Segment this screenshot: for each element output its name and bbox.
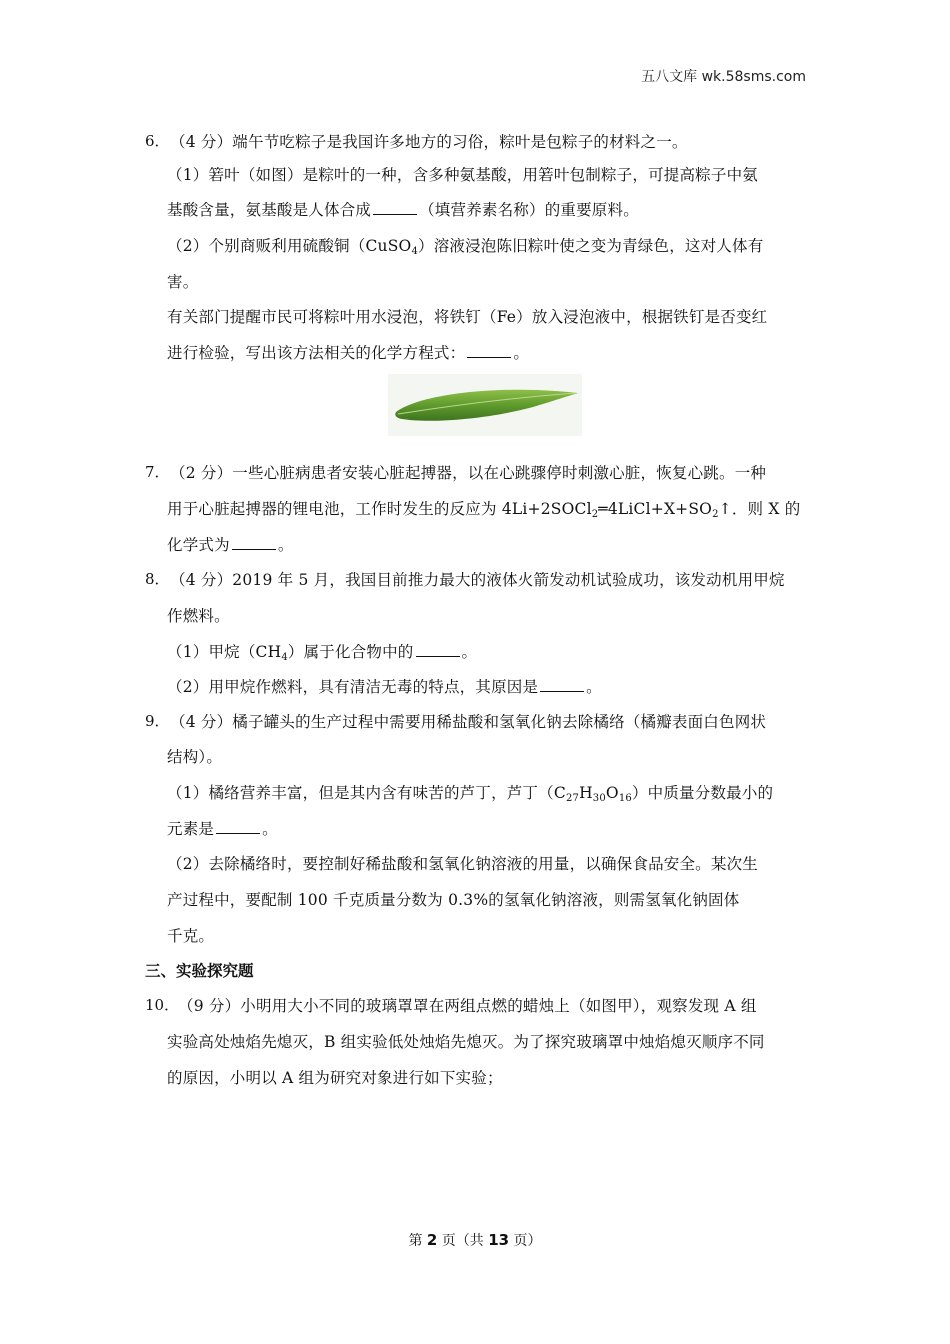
answer-blank [232,535,276,550]
question-text: （9 分）小明用大小不同的玻璃罩罩在两组点燃的蜡烛上（如图甲），观察发现 A 组 [178,997,757,1015]
answer-blank [467,343,511,358]
answer-blank [216,819,260,834]
question-text: 产过程中，要配制 100 千克质量分数为 0.3%的氢氧化钠溶液，则需氢氧化钠固体 [167,891,740,909]
question-text: （2）个别商贩利用硫酸铜（CuSO$_4$）溶液浸泡陈旧粽叶使之变为青绿色，这对人体有 [167,237,764,257]
question-text: （4 分）2019 年 5 月，我国目前推力最大的液体火箭发动机试验成功，该发动机用甲烷 [170,571,785,589]
answer-blank [540,677,584,692]
question-text: 基酸含量，氨基酸是人体合成 （填营养素名称）的重要原料。 [167,201,639,219]
bamboo-leaf-image [388,374,582,436]
question-text: 千克。 [167,927,215,945]
current-page: 2 [426,1231,438,1249]
question-text: 元素是 。 [167,820,278,838]
question-text: 的原因，小明以 A 组为研究对象进行如下实验； [167,1069,503,1087]
answer-blank [373,200,417,215]
question-text: 结构）。 [167,748,223,766]
question-text: 作燃料。 [167,607,230,625]
question-text: （1）橘络营养丰富，但是其内含有味苦的芦丁，芦丁$(C_{27}H_{30}O_{16})$中质量分数最小的 [167,784,774,804]
question-number: 7． [145,463,170,481]
question-text: 有关部门提醒市民可将粽叶用水浸泡，将铁钉（Fe）放入浸泡液中，根据铁钉是否变红 [167,308,768,326]
section-heading: 三、实验探究题 [145,961,254,980]
question-text: （1）甲烷$(CH_4)$属于化合物中的 。 [167,643,478,663]
site-watermark: 五八文库 wk.58sms.com [641,69,806,85]
question-text: 化学式为 。 [167,536,294,554]
question-text: 害。 [167,273,199,291]
question-number: 8． [145,570,170,588]
question-text: （4 分）端午节吃粽子是我国许多地方的习俗，粽叶是包粽子的材料之一。 [170,133,688,151]
question-number: 6． [145,132,170,150]
question-text: 实验高处烛焰先熄灭，B 组实验低处烛焰先熄灭。为了探究玻璃罩中烛焰熄灭顺序不同 [167,1033,765,1051]
page-footer: 第 2 页（共 13 页） [408,1231,542,1249]
question-text: （1）箬叶（如图）是粽叶的一种，含多种氨基酸，用箬叶包制粽子，可提高粽子中氨 [167,166,758,184]
question-text: （4 分）橘子罐头的生产过程中需要用稀盐酸和氢氧化钠去除橘络（橘瓣表面白色网状 [170,713,767,731]
question-text: （2 分）一些心脏病患者安装心脏起搏器，以在心跳骤停时刺激心脏，恢复心跳。一种 [170,464,767,482]
question-text: （2）去除橘络时，要控制好稀盐酸和氢氧化钠溶液的用量，以确保食品安全。某次生 [167,855,758,873]
question-text: 进行检验，写出该方法相关的化学方程式： 。 [167,344,530,362]
total-pages: 13 [488,1231,510,1249]
question-number: 9． [145,712,170,730]
answer-blank [416,642,460,657]
question-text: 用于心脏起搏器的锂电池，工作时发生的反应为 $4Li+2SOCl_2═4LiCl+X+SO_2↑$．则 X 的 [167,500,801,520]
question-text: （2）用甲烷作燃料，具有清洁无毒的特点，其原因是 。 [167,678,602,696]
question-number: 10． [145,996,180,1014]
